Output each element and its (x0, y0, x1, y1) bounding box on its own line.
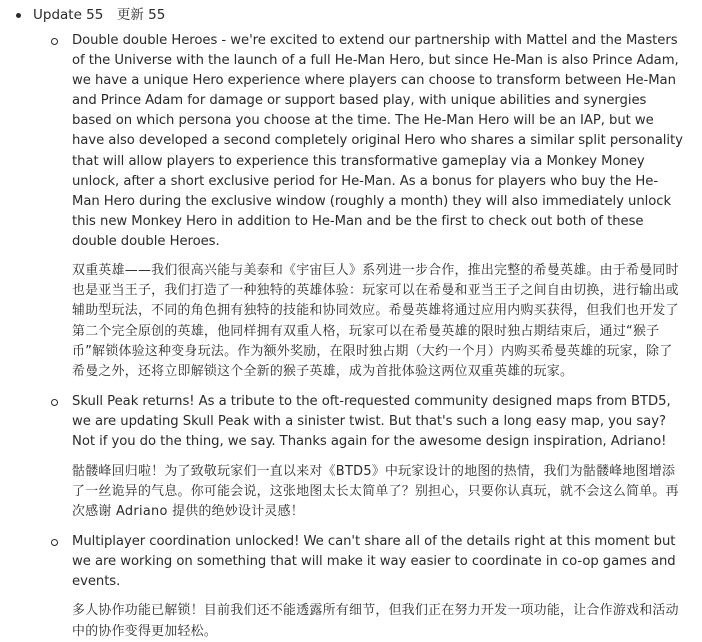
note-item-skull-peak (10, 392, 694, 522)
bullet-disc-icon (16, 13, 21, 18)
note-text-zh: 双重英雄——我们很高兴能与美泰和《宇宙巨人》系列进一步合作，推出完整的希曼英雄。由于希曼同时也是亚当王子，我们打造了一种独特的英雄体验：玩家可以在希曼和亚当王子之间自由切换，进行输出或辅助型玩法，不同的角色拥有独特的技能和协同效应。希曼英雄将通过应用内购买获得，但我们也开发了第二个完全原创的英雄，他同样拥有双重人格，玩家可以在希曼英雄的限时独占期结束后，通过“猴子币”解锁体验这种变身玩法。作为额外奖励，在限时独占期（大约一个月）内购买希曼英雄的玩家，除了希曼之外，还将立即解锁这个全新的猴子英雄，成为首批体验这两位双重英雄的玩家。 (72, 263, 679, 380)
note-text-en: Skull Peak returns! As a tribute to the oft-requested community designed maps from BTD5, we are updating Skull Peak with a sinister twist. But that's such a long easy map, you say? Not if you do the thing, we say. Thanks again for the awesome design inspiration, Adriano! (72, 394, 671, 450)
note-text-zh: 骷髅峰回归啦！为了致敬玩家们一直以来对《BTD5》中玩家设计的地图的热情，我们为骷髅峰地图增添了一丝诡异的气息。你可能会说，这张地图太长太简单了？别担心，只要你认真玩，就不会这么简单。再次感谢 Adriano 提供的绝妙设计灵感！ (72, 463, 679, 519)
note-text-en: Double double Heroes - we're excited to extend our partnership with Mattel and the Masters of the Universe with the launch of a full He-Man Hero, but since He-Man is also Prince Adam, we have a unique Hero experience where players can choose to transform between He-Man and Prince Adam for damage or support based play, with unique abilities and synergies based on which persona you choose at the time. The He-Man Hero will be an IAP, but we have also developed a second completely original Hero who shares a similar split personality that will allow players to experience this transformative gameplay via a Monkey Money unlock, after a short exclusive period for He-Man. As a bonus for players who buy the He-Man Hero during the exclusive window (roughly a month) they will also immediately unlock this new Monkey Hero in addition to He-Man and be the first to check out both of these double double Heroes. (72, 33, 683, 249)
note-item-double-heroes (10, 31, 694, 382)
note-text-en: Multiplayer coordination unlocked! We can't share all of the details right at this moment but we are working on something that will make it way easier to coordinate in co-op games and events. (72, 534, 676, 590)
bullet-circle-icon (51, 539, 58, 546)
note-item-multiplayer (10, 532, 694, 642)
bullet-circle-icon (51, 38, 58, 45)
update-label: Update 55 更新 55 (33, 7, 166, 23)
note-text-zh: 多人协作功能已解锁！目前我们还不能透露所有细节，但我们正在努力开发一项功能，让合作游戏和活动中的协作变得更加轻松。 (72, 603, 679, 639)
bullet-circle-icon (51, 399, 58, 406)
update-item (10, 6, 694, 25)
update-notes-list (10, 31, 694, 642)
